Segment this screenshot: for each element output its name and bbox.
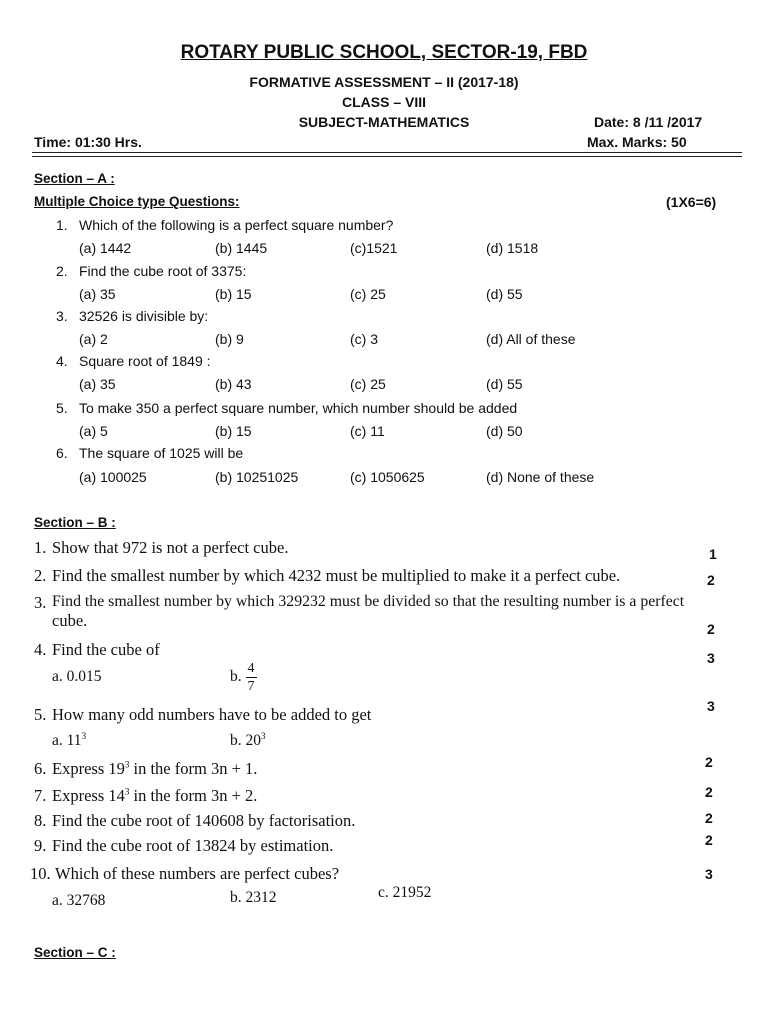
option-d: (d) 50	[486, 423, 523, 439]
option-b: (b) 15	[215, 286, 252, 302]
option-c: (c) 25	[350, 286, 386, 302]
question-mark: 2	[705, 810, 713, 826]
option-c: (c) 1050625	[350, 469, 425, 485]
question-text: Which of these numbers are perfect cubes?	[55, 864, 340, 883]
question-mark: 2	[705, 754, 713, 770]
question-exponent: 3	[124, 759, 130, 770]
section-a-marks: (1X6=6)	[666, 194, 717, 210]
question-mark: 1	[709, 546, 717, 562]
question-text: Show that 972 is not a perfect cube.	[52, 538, 289, 557]
question-number: 6.	[56, 445, 68, 461]
option-c: (c) 25	[350, 376, 386, 392]
question-number: 9.	[34, 836, 47, 855]
section-b-title: Section – B :	[34, 515, 116, 530]
option-a: (a) 2	[79, 331, 108, 347]
option-b: b. 2312	[230, 889, 277, 906]
question-number: 2.	[56, 263, 68, 279]
option-a: a. 0.015	[52, 668, 102, 685]
option-b: (b) 10251025	[215, 469, 299, 485]
fraction-numerator: 4	[247, 661, 255, 676]
option-a: (a) 35	[79, 286, 116, 302]
question-number: 3.	[56, 308, 68, 324]
question-text	[52, 759, 257, 779]
question-number: 6.	[34, 759, 47, 778]
option-b	[230, 660, 257, 695]
option-a: (a) 1442	[79, 240, 132, 256]
option-a: (a) 35	[79, 376, 116, 392]
question-text: To make 350 a perfect square number, which number should be added	[79, 400, 518, 416]
question-mark: 3	[707, 698, 715, 714]
question-number: 8.	[34, 811, 47, 830]
question-text: Find the smallest number by which 329232 must be divided so that the resulting number is a perfect	[52, 593, 685, 610]
header-rule-top	[32, 152, 742, 153]
question-number: 1.	[34, 538, 47, 557]
option-b: (b) 43	[215, 376, 252, 392]
option-d: (d) None of these	[486, 469, 595, 485]
option-label: b.	[230, 668, 242, 686]
option-d: (d) 1518	[486, 240, 539, 256]
option-d: (d) All of these	[486, 331, 576, 347]
question-number: 4.	[56, 353, 68, 369]
question-text: Square root of 1849 :	[79, 353, 211, 369]
question-text: The square of 1025 will be	[79, 445, 244, 461]
question-number: 1.	[56, 217, 68, 233]
fraction-denominator: 7	[247, 679, 255, 694]
option-a: a. 32768	[52, 892, 106, 909]
option-a-exponent: 3	[81, 730, 87, 741]
option-b-exponent: 3	[261, 730, 266, 741]
option-b-base: b. 20	[230, 732, 261, 749]
class-label: CLASS – VIII	[341, 94, 427, 110]
question-number: 5.	[34, 705, 47, 724]
section-a-subtitle: Multiple Choice type Questions:	[34, 194, 240, 209]
question-number: 3.	[34, 593, 47, 612]
question-exponent: 3	[124, 786, 130, 797]
option-b: (b) 9	[215, 331, 244, 347]
max-marks-label: Max. Marks: 50	[587, 134, 687, 150]
option-a	[52, 732, 86, 750]
question-number: 4.	[34, 640, 47, 659]
question-number: 2.	[34, 566, 47, 585]
assessment-title: FORMATIVE ASSESSMENT – II (2017-18)	[249, 74, 519, 90]
option-c: (c)1521	[350, 240, 398, 256]
option-b: (b) 1445	[215, 240, 268, 256]
question-number: 5.	[56, 400, 68, 416]
fraction	[246, 660, 257, 695]
option-a-base: a. 11	[52, 732, 82, 749]
question-text-pre: Express 19	[52, 759, 125, 778]
option-b	[230, 732, 266, 750]
question-text: Find the smallest number by which 4232 must be multiplied to make it a perfect cube.	[52, 566, 621, 585]
question-mark: 3	[707, 650, 715, 666]
section-c-title: Section – C :	[34, 945, 116, 960]
option-a: (a) 100025	[79, 469, 147, 485]
question-text: Which of the following is a perfect square number?	[79, 217, 394, 233]
question-text	[52, 786, 257, 806]
question-text: Find the cube of	[52, 640, 160, 659]
question-text: Find the cube root of 13824 by estimation.	[52, 836, 334, 855]
question-mark: 2	[705, 832, 713, 848]
question-mark: 2	[705, 784, 713, 800]
question-mark: 3	[705, 866, 713, 882]
question-text-pre: Express 14	[52, 786, 125, 805]
subject-label: SUBJECT-MATHEMATICS	[298, 114, 470, 130]
school-name: ROTARY PUBLIC SCHOOL, SECTOR-19, FBD	[180, 42, 588, 63]
question-text: Find the cube root of 3375:	[79, 263, 247, 279]
question-text: How many odd numbers have to be added to get	[52, 705, 372, 724]
header-rule-bottom	[32, 156, 742, 157]
option-b: (b) 15	[215, 423, 252, 439]
question-text-post: in the form 3n + 2.	[129, 786, 258, 805]
question-text-post: in the form 3n + 1.	[129, 759, 258, 778]
option-d: (d) 55	[486, 376, 523, 392]
question-mark: 2	[707, 572, 715, 588]
question-number: 7.	[34, 786, 47, 805]
question-text-continued: cube.	[52, 611, 88, 630]
question-mark: 2	[707, 621, 715, 637]
option-c: (c) 3	[350, 331, 378, 347]
question-number: 10.	[30, 864, 51, 883]
option-c: c. 21952	[378, 884, 432, 901]
date-label: Date: 8 /11 /2017	[594, 114, 703, 130]
question-text: 32526 is divisible by:	[79, 308, 209, 324]
option-d: (d) 55	[486, 286, 523, 302]
option-a: (a) 5	[79, 423, 108, 439]
question-text: Find the cube root of 140608 by factorisation.	[52, 811, 356, 830]
time-label: Time: 01:30 Hrs.	[34, 134, 142, 150]
section-a-title: Section – A :	[34, 171, 115, 186]
option-c: (c) 11	[350, 423, 385, 439]
